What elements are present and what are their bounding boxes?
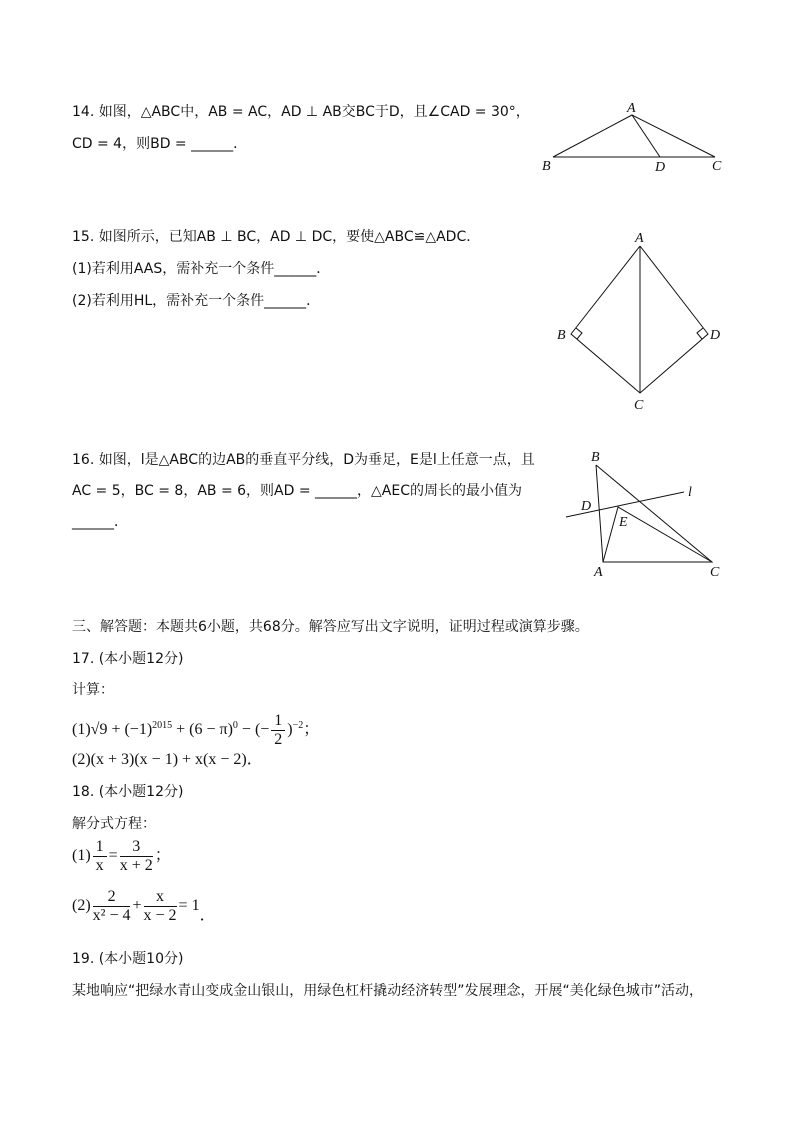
- label-a: A: [627, 101, 636, 116]
- equals: = 1: [178, 897, 200, 915]
- q17-p1-prefix: (1)√9 + (−1): [72, 721, 153, 739]
- label-a: A: [635, 231, 644, 246]
- denominator: x + 2: [119, 857, 153, 874]
- label-b: B: [542, 159, 551, 174]
- label-a: A: [594, 565, 603, 580]
- q16-line3: ______．: [72, 514, 128, 530]
- label-d: D: [655, 160, 666, 175]
- exponent: 2015: [152, 719, 173, 731]
- label-d: D: [710, 328, 721, 343]
- numerator: 1: [271, 712, 285, 731]
- q16-line2: AC = 5，BC = 8，AB = 6，则AD = ______，△AEC的周长的最小值为: [72, 483, 522, 499]
- numerator: 1: [93, 838, 107, 857]
- label: (1): [72, 847, 91, 865]
- q15-line2: (1)若利用AAS，需补充一个条件______．: [72, 261, 331, 277]
- q18-intro: 解分式方程：: [72, 816, 156, 832]
- q19-line1: 某地响应“把绿水青山变成金山银山，用绿色杠杆撬动经济转型”发展理念，开展“美化绿色城市”活动，: [72, 983, 704, 999]
- label: (2): [72, 897, 91, 915]
- punct: ．: [199, 907, 216, 925]
- label-l: l: [688, 485, 692, 500]
- q19-header: 19. (本小题10分): [72, 951, 184, 967]
- numerator: 3: [120, 838, 153, 857]
- denominator: x: [95, 857, 104, 874]
- section-3-heading: 三、解答题：本题共6小题，共68分。解答应写出文字说明，证明过程或演算步骤。: [72, 619, 589, 635]
- triangle-abc: [596, 465, 712, 562]
- q14-line1: 14. 如图，△ABC中，AB = AC，AD ⊥ AB交BC于D，且∠CAD = 30°，: [72, 104, 530, 120]
- q17-part2: (2)(x + 3)(x − 1) + x(x − 2)．: [72, 751, 263, 768]
- denominator: x² − 4: [92, 907, 131, 924]
- right-angle-b: [576, 328, 582, 339]
- q14-figure: [553, 115, 715, 157]
- label-d: D: [581, 499, 592, 514]
- label-c: C: [712, 159, 722, 174]
- paren: ): [287, 721, 293, 739]
- q15-line3: (2)若利用HL，需补充一个条件______．: [72, 293, 321, 309]
- q15-line1: 15. 如图所示，已知AB ⊥ BC，AD ⊥ DC，要使△ABC≌△ADC．: [72, 229, 481, 245]
- q17-p1-mid: + (6 − π): [172, 721, 233, 739]
- denominator: 2: [274, 731, 283, 748]
- exponent: −2: [292, 719, 304, 731]
- right-angle-d: [697, 328, 703, 339]
- punct: ；: [154, 847, 171, 865]
- q18-header: 18. (本小题12分): [72, 784, 184, 800]
- q17-p1-mid2: − (−: [237, 721, 270, 739]
- q17-header: 17. (本小题12分): [72, 651, 184, 667]
- segment-ad: [632, 115, 660, 157]
- denominator: x − 2: [143, 907, 177, 924]
- numerator: x: [144, 888, 177, 907]
- q16-line1: 16. 如图，l是△ABC的边AB的垂直平分线，D为垂足，E是l上任意一点，且: [72, 452, 535, 468]
- label-c: C: [634, 398, 644, 413]
- exponent: 0: [232, 719, 238, 731]
- plus: +: [132, 897, 142, 915]
- punct: ；: [303, 721, 320, 739]
- q17-intro: 计算：: [72, 682, 114, 698]
- triangle-abc: [553, 115, 715, 157]
- q14-line2: CD = 4，则BD = ______．: [72, 136, 248, 152]
- label-e: E: [619, 515, 628, 530]
- q15-figure: [571, 246, 708, 393]
- equals: =: [108, 847, 118, 865]
- label-c: C: [710, 565, 720, 580]
- label-b: B: [557, 328, 566, 343]
- label-b: B: [591, 450, 600, 465]
- numerator: 2: [93, 888, 131, 907]
